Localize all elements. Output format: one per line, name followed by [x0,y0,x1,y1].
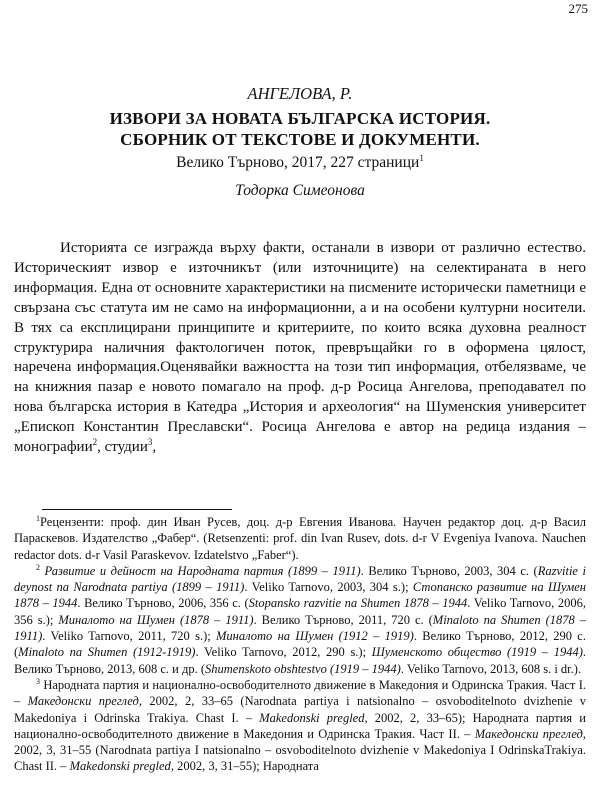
body-text-part-3: , [152,439,157,456]
footnote-2-seg: . Велико Търново, 2011, 720 с. ( [253,612,433,627]
footnote-2-seg: Razvitie i deynost na Narodnata partiya (1899 – 1911) [14,563,586,595]
footnote-2-seg: Развитие и дейност на Народната партия (1899 – 1911) [44,563,361,578]
footnote-2-mark: 2 [36,562,40,572]
book-title [0,108,600,150]
footnote-marker-1: 1 [419,152,424,163]
footnote-2-seg: . Veliko Tarnovo, 2011, 720 s.); [42,629,217,644]
body-text-part-1: Историята се изгражда върху факти, останали в извори от различно естество. Историческият извор е източникът (или източниците) на селектираната в него информация. Една от основните характеристики на писмените исторически паметници е свързана със статута им не само на информационни, а и на особени културни носители. В тях са експлицирани принципите и критериите, по които всяка духовна реалност структурира наличния фактологичен поток, превръщайки го в оформена цялост, наречена информация.Оценявайки важността на този тип информация, отбелязваме, че на книжния пазар е новото помагало на проф. д-р Росица Ангелова, преподавател по нова българска история в Катедра „История и археология“ на Шуменския университет „Епископ Константин Преславски“. Росица Ангелова е автор на редица издания – монографии [14,240,586,456]
footnote-1-mark: 1 [36,513,40,523]
footnote-2-seg: Шуменското общество (1919 – 1944) [371,645,583,660]
publication-info-text: Велико Търново, 2017, 227 страници [176,154,420,171]
footnote-2-seg: . Veliko Tarnovo, 2012, 290 s.); [195,645,372,660]
footnote-3 [14,677,586,775]
footnote-marker-3: 3 [147,437,153,448]
footnote-2-seg: Stopansko razvitie na Shumen 1878 – 1944 [248,596,468,611]
footnote-2 [14,563,586,677]
footnote-3-seg: Македонски преглед [27,694,139,709]
footnote-3-seg: , 2002, 2, 33–65 (Narodnata partiya i natsionalno – osvoboditelnoto dvizhenie v Makedoniya i Odrinska Trakiya. Chast I. – [14,694,587,725]
book-title-line-2: СБОРНИК ОТ ТЕКСТОВЕ И ДОКУМЕНТИ. [120,130,480,149]
footnote-3-seg: Македонски преглед [474,726,583,741]
book-title-line-1: ИЗВОРИ ЗА НОВАТА БЪЛГАРСКА ИСТОРИЯ. [109,109,491,128]
reviewer-name: Тодорка Симеонова [235,182,365,199]
footnote-1-text: Рецензенти: проф. дин Иван Русев, доц. д-р Евгения Иванова. Научен редактор доц. д-р Васил Параскевов. Издателство „Фабер“. (Retsenzenti: prof. din Ivan Rusev, dots. d-r V Evgeniya Ivanova. Nauchen redactor dots. d-r Vasil Paraskevov. Izdatelstvo „Faber“). [14,515,586,562]
footnote-2-seg: Minaloto na Shumen (1878 – 1911) [14,612,587,644]
footnote-3-seg: , 2002, 3, 31–55 (Narodnata partiya I natsionalno – osvoboditelnoto dvizhenie v Makedoniya I OdrinskaTrakiya. Chast II. – [14,726,586,774]
footnote-3-mark: 3 [36,676,40,686]
footnote-separator [42,509,232,510]
footnote-2-seg: Стопанско развитие на Шумен 1878 – 1944 [14,580,586,611]
body-text-part-2: , студии [97,439,148,456]
publication-info [0,153,600,172]
footnote-3-seg: , 2002, 2, 33–65); Народната партия и национално-освободителното движение в Македония и Одринска Тракия. Част II. – [14,710,586,741]
footnotes [14,514,586,775]
footnote-3-seg: , 2002, 3, 31–55); Народната [170,759,319,774]
footnote-2-seg: . Велико Търново, 2003, 304 с. ( [360,563,538,578]
body-paragraph [14,239,586,458]
footnote-2-seg: . Veliko Tarnovo, 2006, 356 s.); [14,596,586,627]
book-author: АНГЕЛОВА, Р. [247,84,353,103]
footnote-2-seg: Minaloto na Shumen (1912-1919) [18,645,196,660]
review-header [0,84,600,200]
page-number: 275 [568,1,588,16]
footnote-3-seg: Народната партия и национално-освободителното движение в Македония и Одринска Тракия. Част I. – [14,677,586,709]
footnote-2-seg: Shumenskoto obshtestvo (1919 – 1944) [205,661,401,676]
footnote-1 [14,514,586,563]
footnote-2-seg: Миналото на Шумен (1912 – 1919) [216,629,414,644]
footnote-2-seg: . Велико Търново, 2013, 608 с. и др. ( [14,645,586,676]
footnote-2-seg: Миналото на Шумен (1878 – 1911) [58,612,254,627]
footnote-2-seg: . Veliko Tarnovo, 2013, 608 s. i dr.). [400,661,582,676]
footnote-2-seg: . Велико Търново, 2012, 290 с. ( [14,629,586,660]
footnote-2-seg: . Veliko Tarnovo, 2003, 304 s.); [244,580,413,595]
footnote-2-seg: . Велико Търново, 2006, 356 с. ( [77,596,249,611]
footnote-3-seg: Makedonski pregled [69,759,171,774]
footnote-3-seg: Makedonski pregled [259,710,365,725]
footnote-marker-2: 2 [92,437,98,448]
